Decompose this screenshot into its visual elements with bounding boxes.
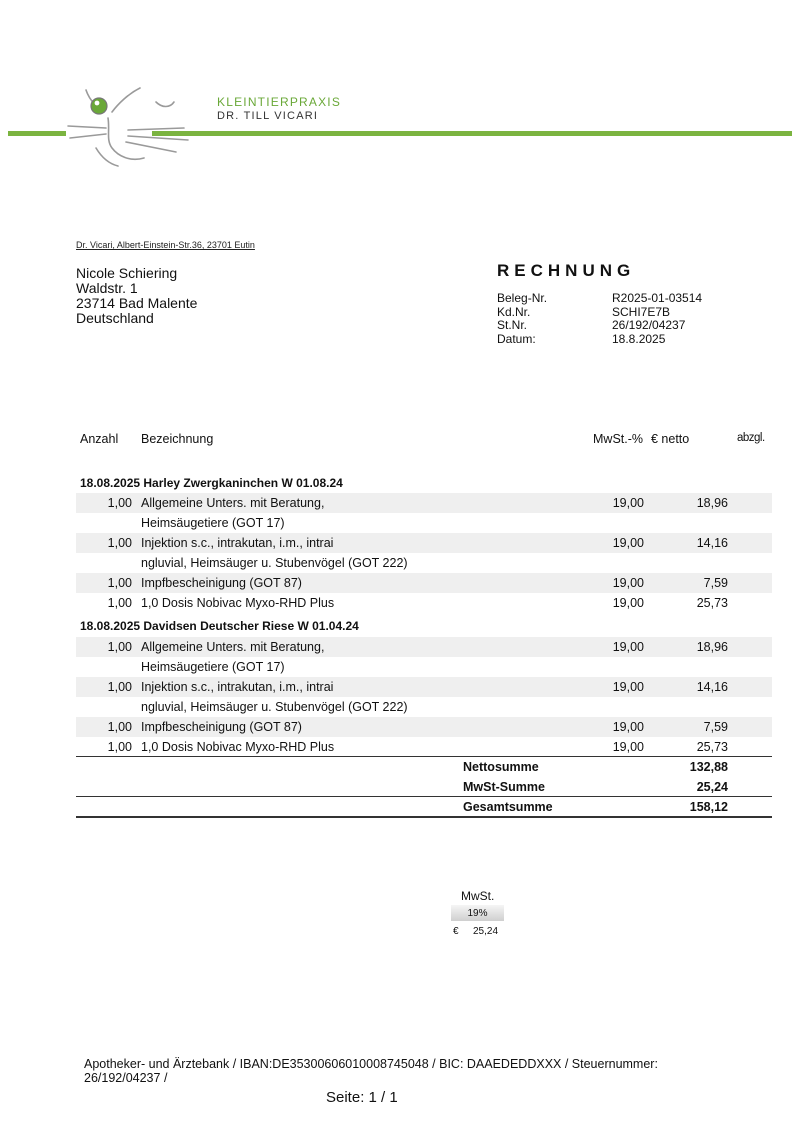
document-meta bbox=[497, 292, 702, 346]
item-desc: Allgemeine Unters. mit Beratung, bbox=[141, 496, 325, 510]
meta-label: Datum: bbox=[497, 331, 536, 346]
item-qty: 1,00 bbox=[107, 740, 132, 754]
item-qty: 1,00 bbox=[107, 640, 132, 654]
item-vat: 19,00 bbox=[612, 640, 644, 654]
col-header-net: € netto bbox=[651, 432, 690, 446]
cat-logo-icon bbox=[66, 82, 196, 168]
recipient-country: Deutschland bbox=[76, 310, 154, 326]
vat-summary-title: MwSt. bbox=[461, 889, 495, 903]
vat-summary-amount: 25,24 bbox=[473, 926, 499, 937]
item-desc-cont: Heimsäugetiere (GOT 17) bbox=[141, 516, 285, 530]
item-qty: 1,00 bbox=[107, 576, 132, 590]
item-net: 18,96 bbox=[696, 496, 728, 510]
col-header-vat: MwSt.-% bbox=[593, 432, 643, 446]
item-qty: 1,00 bbox=[107, 596, 132, 610]
item-desc-cont: Heimsäugetiere (GOT 17) bbox=[141, 660, 285, 674]
meta-row bbox=[497, 333, 702, 347]
item-desc: Injektion s.c., intrakutan, i.m., intrai bbox=[141, 536, 334, 550]
item-qty: 1,00 bbox=[107, 720, 132, 734]
vat-summary-currency: € bbox=[453, 926, 459, 937]
brand-name: KLEINTIERPRAXIS bbox=[217, 95, 342, 109]
meta-value: 26/192/04237 bbox=[612, 318, 686, 332]
item-qty: 1,00 bbox=[107, 536, 132, 550]
item-vat: 19,00 bbox=[612, 496, 644, 510]
gross-rule bbox=[76, 796, 772, 797]
recipient-street: Waldstr. 1 bbox=[76, 280, 138, 296]
page-number: Seite: 1 / 1 bbox=[326, 1089, 398, 1106]
item-desc: Impfbescheinigung (GOT 87) bbox=[141, 576, 302, 590]
recipient-address bbox=[76, 266, 197, 326]
recipient-city: 23714 Bad Malente bbox=[76, 295, 198, 311]
brand-owner: DR. TILL VICARI bbox=[217, 110, 319, 122]
vat-total-value: 25,24 bbox=[696, 780, 728, 794]
item-qty: 1,00 bbox=[107, 680, 132, 694]
meta-value: R2025-01-03514 bbox=[612, 291, 703, 305]
item-net: 14,16 bbox=[696, 680, 728, 694]
col-header-desc: Bezeichnung bbox=[141, 432, 214, 446]
item-net: 7,59 bbox=[703, 720, 728, 734]
item-vat: 19,00 bbox=[612, 680, 644, 694]
item-net: 25,73 bbox=[696, 740, 728, 754]
meta-row bbox=[497, 292, 702, 306]
item-vat: 19,00 bbox=[612, 720, 644, 734]
item-desc: Injektion s.c., intrakutan, i.m., intrai bbox=[141, 680, 334, 694]
col-header-qty: Anzahl bbox=[80, 432, 119, 446]
recipient-name: Nicole Schiering bbox=[76, 265, 178, 281]
item-net: 14,16 bbox=[696, 536, 728, 550]
meta-label: St.Nr. bbox=[497, 318, 528, 332]
item-desc: Impfbescheinigung (GOT 87) bbox=[141, 720, 302, 734]
gross-total-value: 158,12 bbox=[689, 800, 728, 814]
bottom-double-rule bbox=[76, 816, 772, 818]
item-desc: 1,0 Dosis Nobivac Myxo-RHD Plus bbox=[141, 740, 335, 754]
vat-total-label: MwSt-Summe bbox=[463, 780, 545, 794]
item-net: 7,59 bbox=[703, 576, 728, 590]
meta-row bbox=[497, 306, 702, 320]
item-net: 18,96 bbox=[696, 640, 728, 654]
item-vat: 19,00 bbox=[612, 536, 644, 550]
item-net: 25,73 bbox=[696, 596, 728, 610]
group-title: 18.08.2025 Harley Zwergkaninchen W 01.08.24 bbox=[80, 476, 343, 490]
item-vat: 19,00 bbox=[612, 576, 644, 590]
header-rule-right bbox=[152, 131, 792, 136]
bank-footer: Apotheker- und Ärztebank / IBAN:DE35300606010008745048 / BIC: DAAEDEDDXXX / Steuernummer: 26/192/04237 / bbox=[84, 1057, 658, 1085]
group-title: 18.08.2025 Davidsen Deutscher Riese W 01.04.24 bbox=[80, 619, 359, 633]
col-header-deduct: abzgl. bbox=[737, 432, 765, 444]
meta-value: SCHI7E7B bbox=[612, 304, 671, 319]
meta-label: Kd.Nr. bbox=[497, 304, 531, 319]
meta-row bbox=[497, 319, 702, 333]
totals-rule bbox=[76, 756, 772, 757]
meta-value: 18.8.2025 bbox=[612, 331, 666, 346]
vat-summary-rate: 19% bbox=[451, 905, 504, 921]
header-rule-left bbox=[8, 131, 66, 136]
net-total-label: Nettosumme bbox=[463, 760, 539, 774]
meta-label: Beleg-Nr. bbox=[497, 291, 548, 305]
item-vat: 19,00 bbox=[612, 740, 644, 754]
item-vat: 19,00 bbox=[612, 596, 644, 610]
document-title: RECHNUNG bbox=[497, 261, 636, 280]
item-desc: 1,0 Dosis Nobivac Myxo-RHD Plus bbox=[141, 596, 335, 610]
sender-line: Dr. Vicari, Albert-Einstein-Str.36, 23701 Eutin bbox=[76, 240, 255, 250]
item-desc-cont: ngluvial, Heimsäuger u. Stubenvögel (GOT 222) bbox=[141, 700, 408, 714]
item-desc: Allgemeine Unters. mit Beratung, bbox=[141, 640, 325, 654]
item-qty: 1,00 bbox=[107, 496, 132, 510]
item-desc-cont: ngluvial, Heimsäuger u. Stubenvögel (GOT 222) bbox=[141, 556, 408, 570]
net-total-value: 132,88 bbox=[689, 760, 728, 774]
gross-total-label: Gesamtsumme bbox=[463, 800, 553, 814]
